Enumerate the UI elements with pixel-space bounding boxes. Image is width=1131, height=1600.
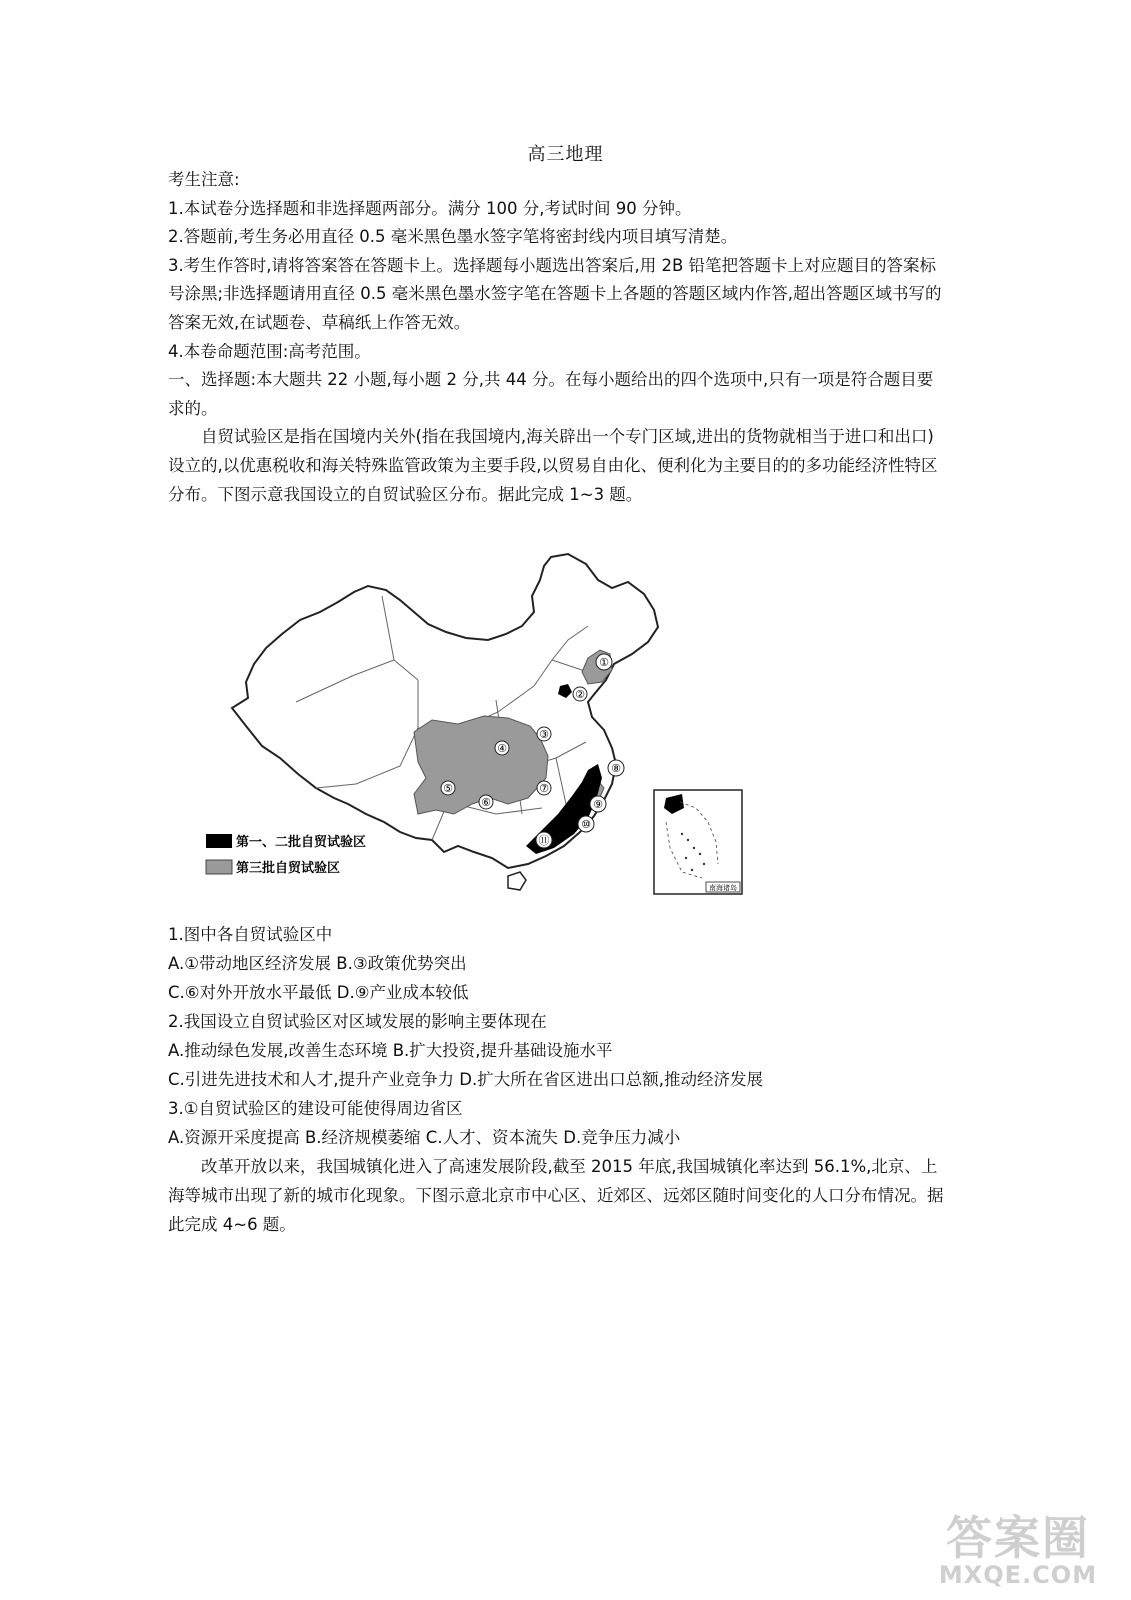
question-list [168, 920, 948, 1239]
marker-7 [537, 781, 551, 795]
marker-9 [590, 796, 606, 812]
marker-8 [608, 760, 624, 776]
china-map-svg [196, 552, 752, 897]
svg-text:⑧: ⑧ [611, 762, 621, 775]
svg-text:②: ② [575, 688, 585, 701]
question-2-options-cd: C.引进先进技术和人才,提升产业竞争力 D.扩大所在省区进出口总额,推动经济发展 [168, 1070, 763, 1089]
legend-swatch-first-second [206, 834, 232, 848]
inset-label: 南海诸岛 [709, 884, 737, 892]
watermark-chars: 答案圈 [946, 1511, 1090, 1565]
notice-item-4: 4.本卷命题范围:高考范围。 [168, 341, 371, 361]
question-1-options-ab: A.①带动地区经济发展 B.③政策优势突出 [168, 954, 467, 973]
question-3-stem: 3.①自贸试验区的建设可能使得周边省区 [168, 1099, 463, 1118]
svg-text:④: ④ [497, 742, 507, 755]
svg-text:⑪: ⑪ [538, 834, 550, 847]
notice-item-2: 2.答题前,考生务必用直径 0.5 毫米黑色墨水签字笔将密封线内项目填写清楚。 [168, 227, 738, 247]
passage-2: 改革开放以来，我国城镇化进入了高速发展阶段,截至 2015 年底,我国城镇化率达到 56.1%,北京、上海等城市出现了新的城市化现象。下图示意北京市中心区、近郊区、远郊区随时间变化的人口分布情况。据此完成 4~6 题。 [168, 1157, 944, 1234]
south-china-sea-inset [654, 790, 742, 894]
question-2-stem: 2.我国设立自贸试验区对区域发展的影响主要体现在 [168, 1012, 547, 1031]
question-3-options: A.资源开采度提高 B.经济规模萎缩 C.人才、资本流失 D.竞争压力减小 [168, 1128, 681, 1147]
marker-10 [578, 816, 594, 832]
marker-2 [573, 687, 587, 701]
marker-5 [441, 781, 455, 795]
legend-swatch-third [206, 860, 232, 874]
svg-text:⑤: ⑤ [443, 782, 453, 795]
marker-1 [596, 654, 612, 670]
question-1-options-cd: C.⑥对外开放水平最低 D.⑨产业成本较低 [168, 983, 469, 1002]
marker-3 [537, 727, 551, 741]
question-2-options-ab: A.推动绿色发展,改善生态环境 B.扩大投资,提升基础设施水平 [168, 1041, 613, 1060]
exam-instructions [168, 166, 948, 509]
legend-label-third: 第三批自贸试验区 [236, 861, 341, 876]
svg-text:①: ① [599, 656, 609, 669]
svg-text:⑨: ⑨ [593, 798, 603, 811]
legend-label-first-second: 第一、二批自贸试验区 [236, 835, 367, 850]
section-heading: 一、选择题:本大题共 22 小题,每小题 2 分,共 44 分。在每小题给出的四个选项中,只有一项是符合题目要求的。 [168, 370, 934, 418]
free-trade-zone-map [196, 552, 752, 897]
page-title: 高三地理 [527, 144, 604, 165]
notice-heading: 考生注意: [168, 170, 240, 189]
watermark-site: MXQE.COM [938, 1561, 1098, 1589]
notice-item-1: 1.本试卷分选择题和非选择题两部分。满分 100 分,考试时间 90 分钟。 [168, 198, 692, 218]
marker-4 [495, 741, 509, 755]
question-1-stem: 1.图中各自贸试验区中 [168, 925, 333, 944]
marker-6 [479, 795, 493, 809]
notice-item-3: 3.考生作答时,请将答案答在答题卡上。选择题每小题选出答案后,用 2B 铅笔把答题卡上对应题目的答案标号涂黑;非选择题请用直径 0.5 毫米黑色墨水签字笔在答题卡上各题的答题区域内作答,超出答题区域书写的答案无效,在试题卷、草稿纸上作答无效。 [168, 255, 942, 332]
svg-text:⑩: ⑩ [581, 818, 591, 831]
hainan-island [508, 872, 526, 890]
marker-11 [536, 832, 552, 848]
svg-text:⑥: ⑥ [481, 796, 491, 809]
svg-text:⑦: ⑦ [539, 782, 549, 795]
map-legend [206, 834, 366, 876]
watermark-logo [933, 1511, 1103, 1592]
svg-text:③: ③ [539, 728, 549, 741]
passage-1: 自贸试验区是指在国境内关外(指在我国境内,海关辟出一个专门区域,进出的货物就相当于进口和出口)设立的,以优惠税收和海关特殊监管政策为主要手段,以贸易自由化、便利化为主要目的的多功能经济性特区分布。下图示意我国设立的自贸试验区分布。据此完成 1~3 题。 [168, 427, 938, 504]
china-outline [232, 554, 658, 868]
